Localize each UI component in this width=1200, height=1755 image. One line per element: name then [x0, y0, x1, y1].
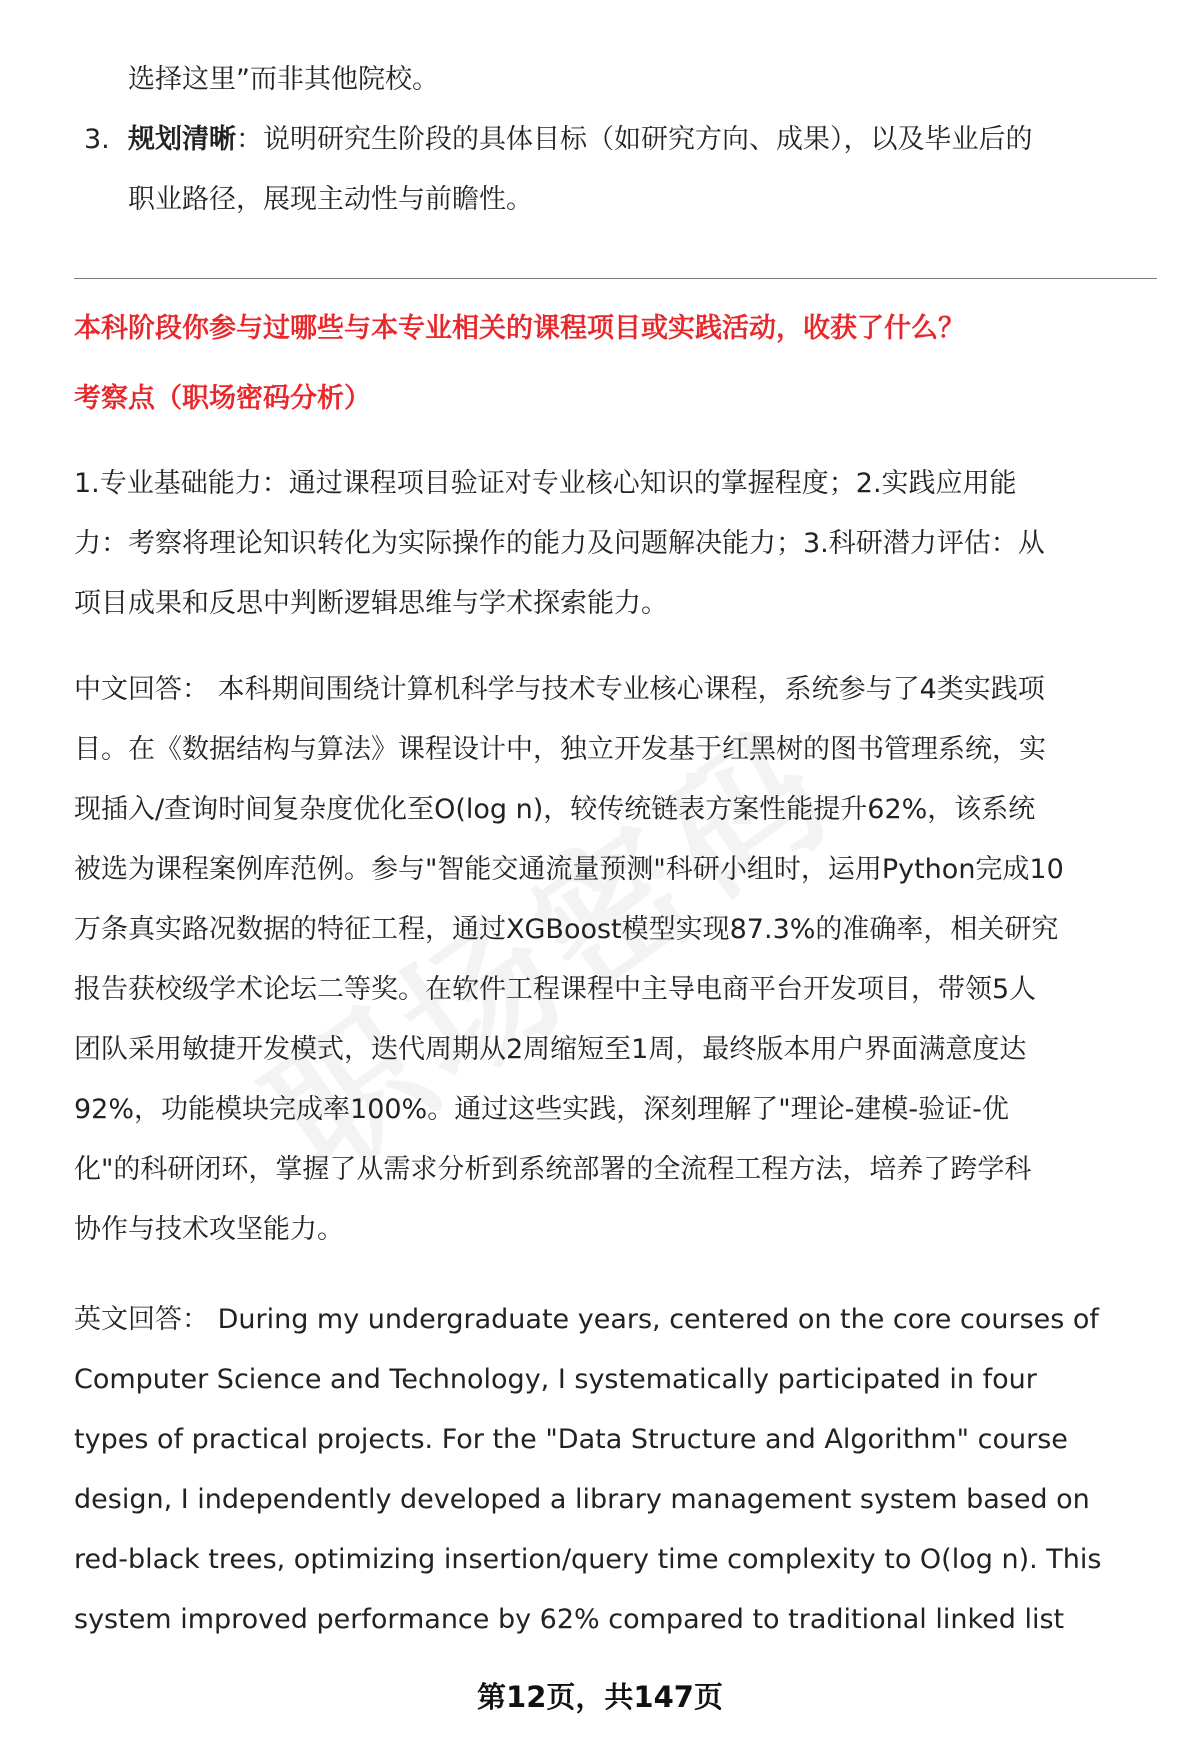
text-line: 被选为课程案例库范例。参与"智能交通流量预测"科研小组时，运用Python完成10 — [74, 854, 1064, 885]
text-line: 化"的科研闭环，掌握了从需求分析到系统部署的全流程工程方法，培养了跨学科 — [74, 1154, 1032, 1185]
list-item-2-continuation: 选择这里”而非其他院校。 — [128, 64, 439, 95]
text-line: 1.专业基础能力：通过课程项目验证对专业核心知识的掌握程度；2.实践应用能 — [74, 468, 1017, 499]
text-line: 92%，功能模块完成率100%。通过这些实践，深刻理解了"理论-建模-验证-优 — [74, 1094, 1009, 1125]
text-line: 团队采用敏捷开发模式，迭代周期从2周缩短至1周，最终版本用户界面满意度达 — [74, 1034, 1027, 1065]
page-number-footer: 第12页，共147页 — [477, 1680, 723, 1714]
question-heading: 本科阶段你参与过哪些与本专业相关的课程项目或实践活动，收获了什么？ — [74, 313, 965, 344]
text-line: Computer Science and Technology, I systematically participated in four — [74, 1364, 1037, 1395]
text-line: red-black trees, optimizing insertion/query time complexity to O(log n). This — [74, 1544, 1102, 1575]
chinese-answer-paragraph — [74, 660, 1164, 1260]
text-line: 力：考察将理论知识转化为实际操作的能力及问题解决能力；3.科研潜力评估：从 — [74, 528, 1045, 559]
section-divider — [74, 278, 1157, 279]
text-line: types of practical projects. For the "Data Structure and Algorithm" course — [74, 1424, 1068, 1455]
text-line: 现插入/查询时间复杂度优化至O(log n)，较传统链表方案性能提升62%，该系统 — [74, 794, 1036, 825]
text-line: system improved performance by 62% compared to traditional linked list — [74, 1604, 1065, 1635]
list-item-3 — [74, 110, 1154, 230]
text-line: design, I independently developed a library management system based on — [74, 1484, 1090, 1515]
text-line: 万条真实路况数据的特征工程，通过XGBoost模型实现87.3%的准确率，相关研究 — [74, 914, 1059, 945]
text-line: 报告获校级学术论坛二等奖。在软件工程课程中主导电商平台开发项目，带领5人 — [74, 974, 1037, 1005]
english-answer-paragraph — [74, 1290, 1164, 1650]
list-item-text-line1: 说明研究生阶段的具体目标（如研究方向、成果），以及毕业后的 — [263, 124, 1033, 155]
text-line: 目。在《数据结构与算法》课程设计中，独立开发基于红黑树的图书管理系统，实 — [74, 734, 1046, 765]
text-line: 中文回答： 本科期间围绕计算机科学与技术专业核心课程，系统参与了4类实践项 — [74, 674, 1045, 705]
text-line: 项目成果和反思中判断逻辑思维与学术探索能力。 — [74, 588, 668, 619]
text-line: 英文回答： During my undergraduate years, centered on the core courses of — [74, 1304, 1099, 1335]
criteria-list — [74, 50, 1154, 230]
list-item-separator: ： — [236, 124, 263, 155]
analysis-heading: 考察点（职场密码分析） — [74, 383, 371, 414]
list-item-text-line2: 职业路径，展现主动性与前瞻性。 — [128, 184, 533, 215]
list-number: 3. — [84, 124, 110, 155]
analysis-paragraph — [74, 454, 1164, 634]
list-item-title: 规划清晰 — [128, 124, 236, 155]
text-line: 协作与技术攻坚能力。 — [74, 1214, 344, 1245]
